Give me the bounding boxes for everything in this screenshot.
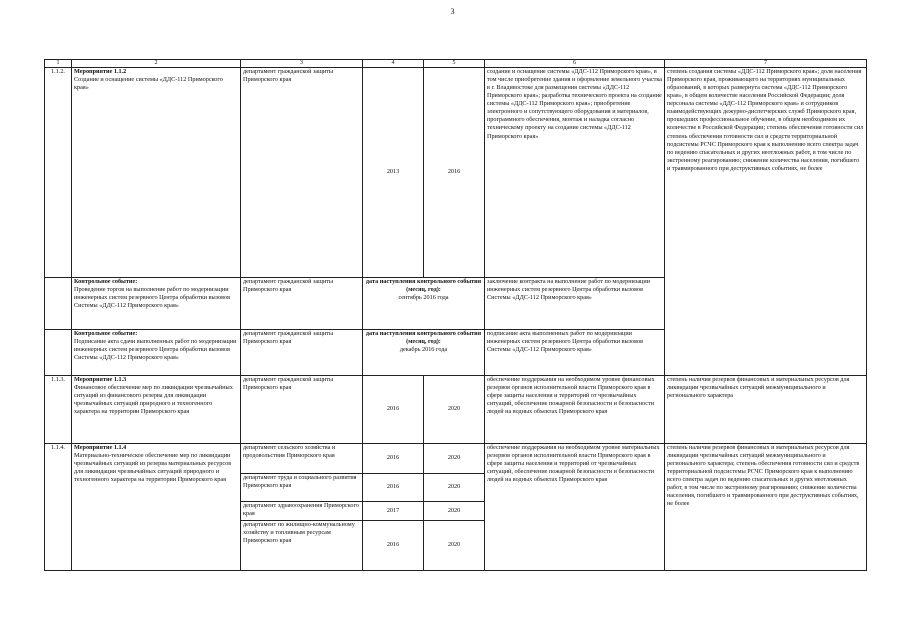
indicator-cell: степень создания системы «ДДС-112 Приморского края»; доля населения Приморского края, проживающего на территориях муниципальных образований, в которых развернута система «ДДС-112 Приморского края», в общем количестве населения Российской Федерации; доля персонала системы «ДДС-112 Приморского края» и сотрудников взаимодействующих дежурно-диспетчерских служб Приморского края, прошедших профессиональное обучение, в общем необходимом их количестве в Российской Федерации; степень обеспечения готовности сил степень обеспечения готовности сил и средств территориальной подсистемы РСЧС Приморского края к выполнению всего спектра задач по ведению спасательных и других неотложных работ, в том числе по экстренному реагированию; снижение количества населения, погибшего и травмированного при деструктивных событиях, не более <box>665 68 867 376</box>
end-year: 2016 <box>424 68 485 278</box>
start-year: 2016 <box>363 474 424 502</box>
measure-title: Мероприятие 1.1.4 <box>74 444 127 451</box>
row-number: 1.1.4. <box>45 444 72 571</box>
result-cell: обеспечение поддержания на необходимом уровне финансовых резервов органов исполнительной власти Приморского края в сфере защиты населения и территорий от чрезвычайных ситуаций, обеспечение пожарной безопасности и безопасности людей на водных объектах Приморского края <box>485 376 665 444</box>
measure-cell <box>72 68 241 278</box>
executor-cell: департамент по жилищно-коммунальному хозяйству и топливным ресурсам Приморского края <box>241 521 363 571</box>
event-cell <box>72 278 241 330</box>
executor-cell: департамент сельского хозяйства и продовольствия Приморского края <box>241 444 363 474</box>
measure-description: Финансовое обеспечение мер по ликвидации чрезвычайных ситуаций из финансового резерва для ликвидации чрезвычайных ситуаций природного и техногенного характера на территории Приморского края <box>74 384 233 416</box>
indicator-cell: степень наличия резервов финансовых и материальных ресурсов для ликвидации чрезвычайных ситуаций межмуниципального и регионального характера <box>665 376 867 444</box>
result-cell: заключение контракта на выполнение работ по модернизации инженерных систем резервного Центра обработки вызовов Системы «ДДС-112 Приморского края» <box>485 278 665 330</box>
col-header: 2 <box>72 60 241 68</box>
end-year: 2020 <box>424 474 485 502</box>
col-header: 5 <box>424 60 485 68</box>
table-row <box>45 376 867 444</box>
event-cell <box>72 330 241 376</box>
executor-cell: департамент гражданской защиты Приморского края <box>241 68 363 278</box>
executor-cell: департамент гражданской защиты Приморского края <box>241 376 363 444</box>
event-date-cell <box>363 278 485 330</box>
col-header: 7 <box>665 60 867 68</box>
event-description: Подписание акта сдачи выполненных работ по модернизации инженерных систем резервного Центра обработки вызовов Системы «ДДС-112 Приморского края» <box>74 338 237 362</box>
event-date-label: дата наступления контрольного события (месяц, год): <box>365 330 482 346</box>
event-date-cell <box>363 330 485 376</box>
start-year: 2016 <box>363 376 424 444</box>
col-header: 6 <box>485 60 665 68</box>
executor-cell: департамент труда и социального развития Приморского края <box>241 474 363 502</box>
measure-cell <box>72 444 241 571</box>
result-cell: создание и оснащение системы «ДДС-112 Приморского края», в том числе приобретение здания и оформление земельного участка в г. Владивостоке для размещения системы «ДДС-112 Приморского края»; разработка технического проекта на создание системы «ДДС-112 Приморского края»; приобретение электронного и сопутствующего оборудования и материалов, программного обеспечения, монтаж и наладка согласно техническому проекту на создание системы «ДДС-112 Приморского края» <box>485 68 665 278</box>
table-row <box>45 444 867 474</box>
table-row <box>45 68 867 278</box>
start-year: 2016 <box>363 521 424 571</box>
executor-cell: департамент гражданской защиты Приморского края <box>241 330 363 376</box>
col-header: 1 <box>45 60 72 68</box>
end-year: 2020 <box>424 376 485 444</box>
event-title: Контрольное событие: <box>74 330 138 337</box>
col-header: 4 <box>363 60 424 68</box>
measures-table <box>44 59 867 571</box>
event-date: сентябрь 2016 года <box>398 294 449 302</box>
result-cell: обеспечение поддержания на необходимом уровне материальных резервов органов исполнительной власти Приморского края в сфере защиты населения и территорий от чрезвычайных ситуаций, обеспечение пожарной безопасности и безопасности людей на водных объектах Приморского края <box>485 444 665 571</box>
measure-cell <box>72 376 241 444</box>
measure-description: Материально-техническое обеспечение мер по ликвидации чрезвычайных ситуаций из резерва материальных ресурсов для ликвидации чрезвычайных ситуаций природного и техногенного характера на территории Приморского края <box>74 452 232 484</box>
end-year: 2020 <box>424 444 485 474</box>
row-number: 1.1.3. <box>45 376 72 444</box>
event-title: Контрольное событие: <box>74 278 138 285</box>
event-date: декабрь 2016 года <box>399 346 448 354</box>
start-year: 2016 <box>363 444 424 474</box>
result-cell: подписание акта выполненных работ по модернизации инженерных систем резервного Центра обработки вызовов Системы «ДДС-112 Приморского края» <box>485 330 665 376</box>
executor-cell: департамент гражданской защиты Приморского края <box>241 278 363 330</box>
executor-cell: департамент здравоохранения Приморского края <box>241 502 363 521</box>
start-year: 2017 <box>363 502 424 521</box>
measure-title: Мероприятие 1.1.2 <box>74 68 127 75</box>
end-year: 2020 <box>424 502 485 521</box>
event-date-label: дата наступления контрольного события (месяц, год): <box>365 278 482 294</box>
page-number: 3 <box>450 7 455 16</box>
row-number: 1.1.2. <box>45 68 72 278</box>
measure-title: Мероприятие 1.1.3 <box>74 376 127 383</box>
header-row <box>45 60 867 68</box>
start-year: 2013 <box>363 68 424 278</box>
end-year: 2020 <box>424 521 485 571</box>
col-header: 3 <box>241 60 363 68</box>
measure-description: Создание и оснащение системы «ДДС-112 Приморского края» <box>74 76 223 92</box>
indicator-cell: степень наличия резервов финансовых и материальных ресурсов для ликвидации чрезвычайных ситуаций межмуниципального и регионального характера; степень обеспечения готовности сил и средств территориальной подсистемы РСЧС Приморского края к выполнению всего спектра задач по ведению спасательных и других неотложных работ, в том числе по экстренному реагированию; снижение количества населения, погибшего и травмированного при деструктивных событиях, не более <box>665 444 867 571</box>
event-description: Проведение торгов на выполнение работ по модернизации инженерных систем резервного Центра обработки вызовов Системы «ДДС-112 Приморского края» <box>74 286 231 310</box>
